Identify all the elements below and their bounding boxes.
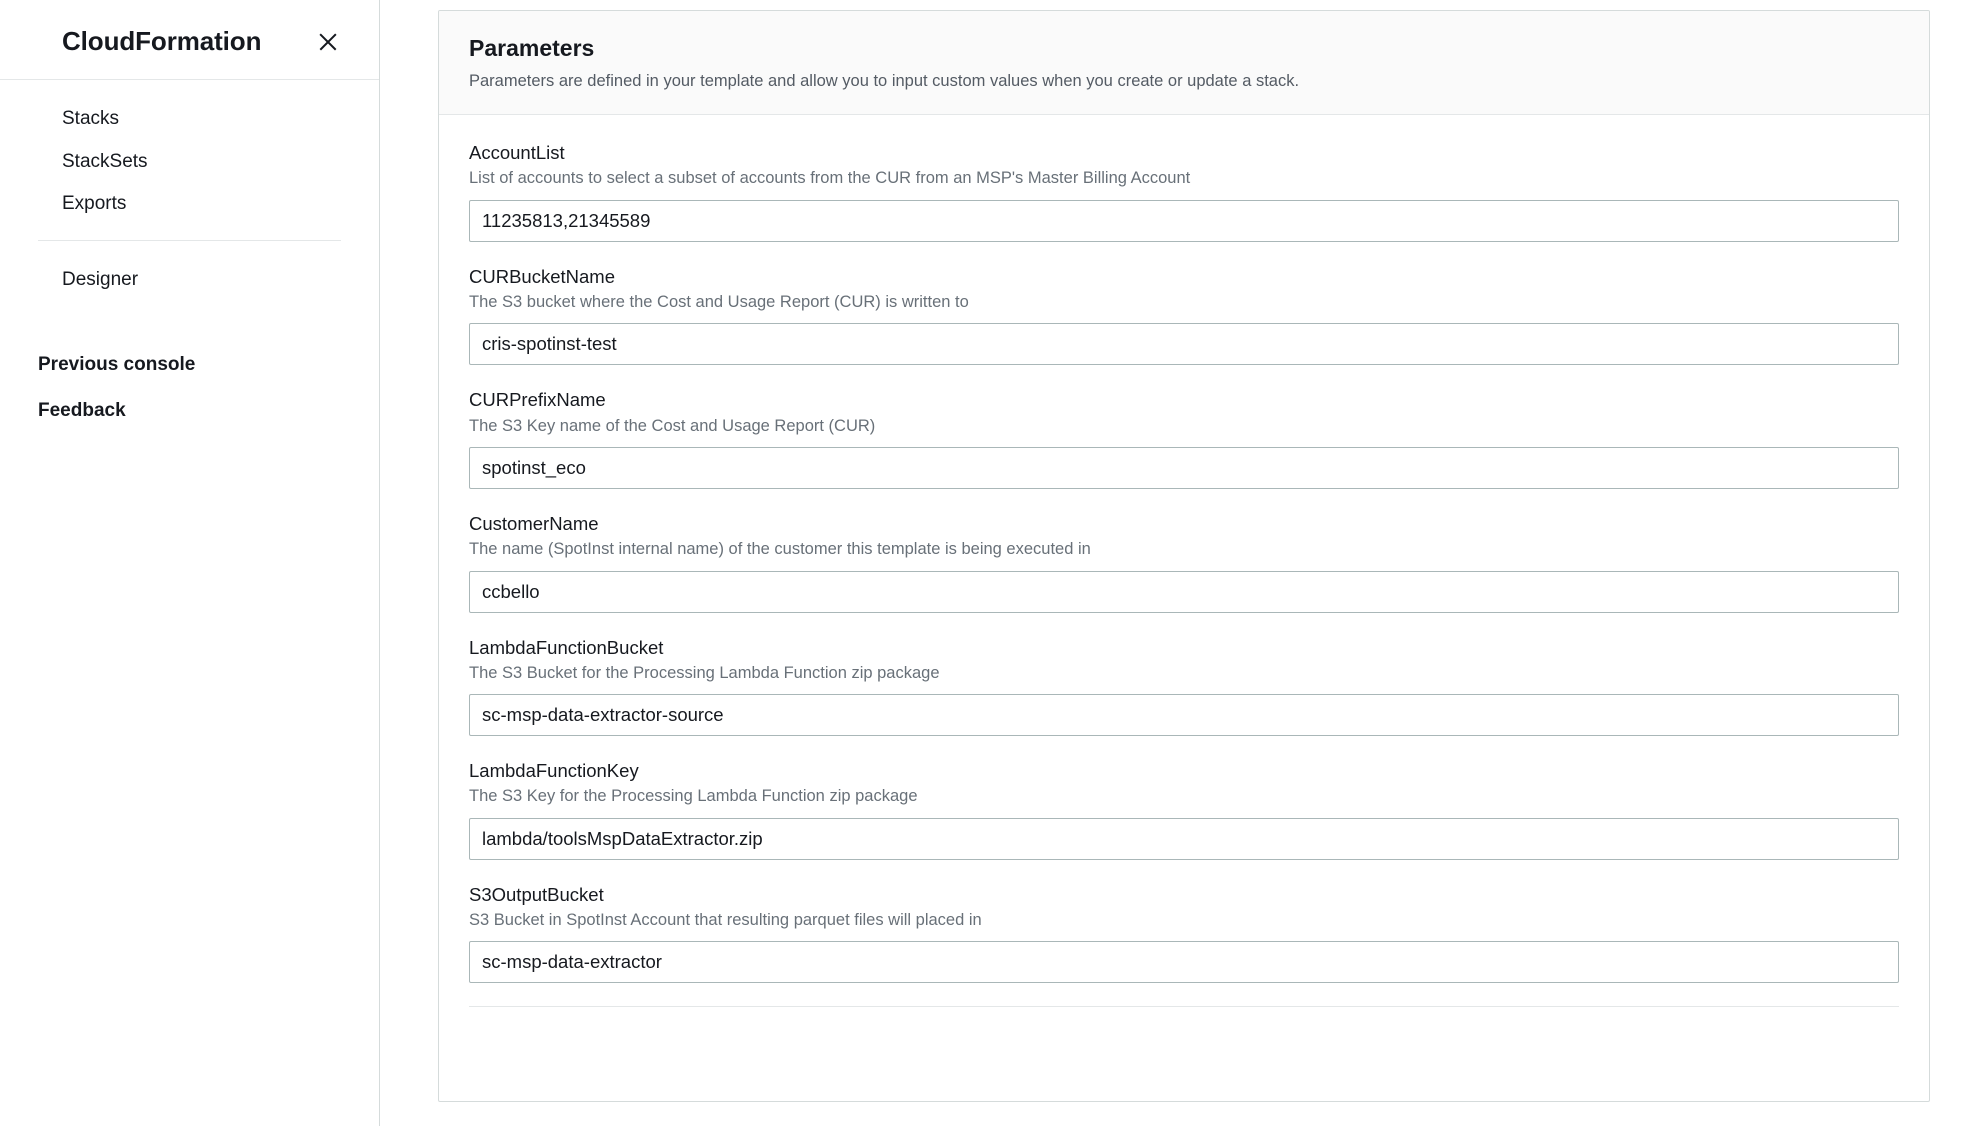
panel-divider xyxy=(469,1006,1899,1007)
sidebar-nav-group-primary xyxy=(38,80,341,241)
parameter-description: S3 Bucket in SpotInst Account that resulting parquet files will placed in xyxy=(469,910,982,929)
parameter-description: List of accounts to select a subset of accounts from the CUR from an MSP's Master Billing Account xyxy=(469,169,1191,188)
parameters-panel-header xyxy=(439,11,1929,115)
sidebar-title: CloudFormation xyxy=(62,26,262,56)
sidebar-item-exports[interactable]: Exports xyxy=(62,193,127,215)
parameter-label: CustomerName xyxy=(469,512,599,534)
parameter-label: LambdaFunctionKey xyxy=(469,760,639,782)
parameter-description: The S3 Key name of the Cost and Usage Report (CUR) xyxy=(469,416,876,435)
sidebar-item-stacksets[interactable]: StackSets xyxy=(62,150,148,172)
parameter-description: The S3 Bucket for the Processing Lambda Function zip package xyxy=(469,663,940,682)
parameter-field-accountlist xyxy=(469,141,1899,242)
sidebar xyxy=(0,0,380,1126)
parameter-label: CURBucketName xyxy=(469,265,615,287)
page-title: Parameters xyxy=(469,35,595,61)
sidebar-item-stacks[interactable]: Stacks xyxy=(62,108,120,129)
parameter-description: The S3 bucket where the Cost and Usage Report (CUR) is written to xyxy=(469,292,969,311)
sidebar-nav-group-designer xyxy=(38,241,341,316)
parameter-input-lambdafunctionbucket[interactable] xyxy=(469,694,1899,736)
parameter-description: The S3 Key for the Processing Lambda Function zip package xyxy=(469,787,918,806)
sidebar-link-feedback[interactable]: Feedback xyxy=(38,399,126,421)
sidebar-header xyxy=(0,0,379,80)
parameter-input-s3outputbucket[interactable] xyxy=(469,941,1899,983)
parameter-input-accountlist[interactable] xyxy=(469,200,1899,242)
sidebar-link-previous-console[interactable]: Previous console xyxy=(38,353,196,375)
page-subtitle: Parameters are defined in your template and allow you to input custom values when you create or update a stack. xyxy=(469,72,1300,90)
parameter-input-curprefixname[interactable] xyxy=(469,447,1899,489)
parameter-input-lambdafunctionkey[interactable] xyxy=(469,818,1899,860)
parameter-input-curbucketname[interactable] xyxy=(469,323,1899,365)
parameter-field-curprefixname xyxy=(469,388,1899,489)
parameter-label: CURPrefixName xyxy=(469,389,606,411)
parameter-field-curbucketname xyxy=(469,265,1899,366)
sidebar-item-designer[interactable]: Designer xyxy=(62,269,139,291)
parameters-form xyxy=(439,115,1929,1027)
parameter-label: AccountList xyxy=(469,142,565,164)
parameter-label: LambdaFunctionBucket xyxy=(469,636,664,658)
parameter-label: S3OutputBucket xyxy=(469,883,604,905)
parameters-panel xyxy=(438,10,1930,1102)
parameter-input-customername[interactable] xyxy=(469,571,1899,613)
parameter-field-s3outputbucket xyxy=(469,883,1899,984)
close-icon[interactable] xyxy=(315,29,341,55)
parameter-field-lambdafunctionkey xyxy=(469,759,1899,860)
main-content xyxy=(380,0,1966,1126)
parameter-field-customername xyxy=(469,512,1899,613)
parameter-description: The name (SpotInst internal name) of the customer this template is being executed in xyxy=(469,540,1091,559)
parameter-field-lambdafunctionbucket xyxy=(469,636,1899,737)
